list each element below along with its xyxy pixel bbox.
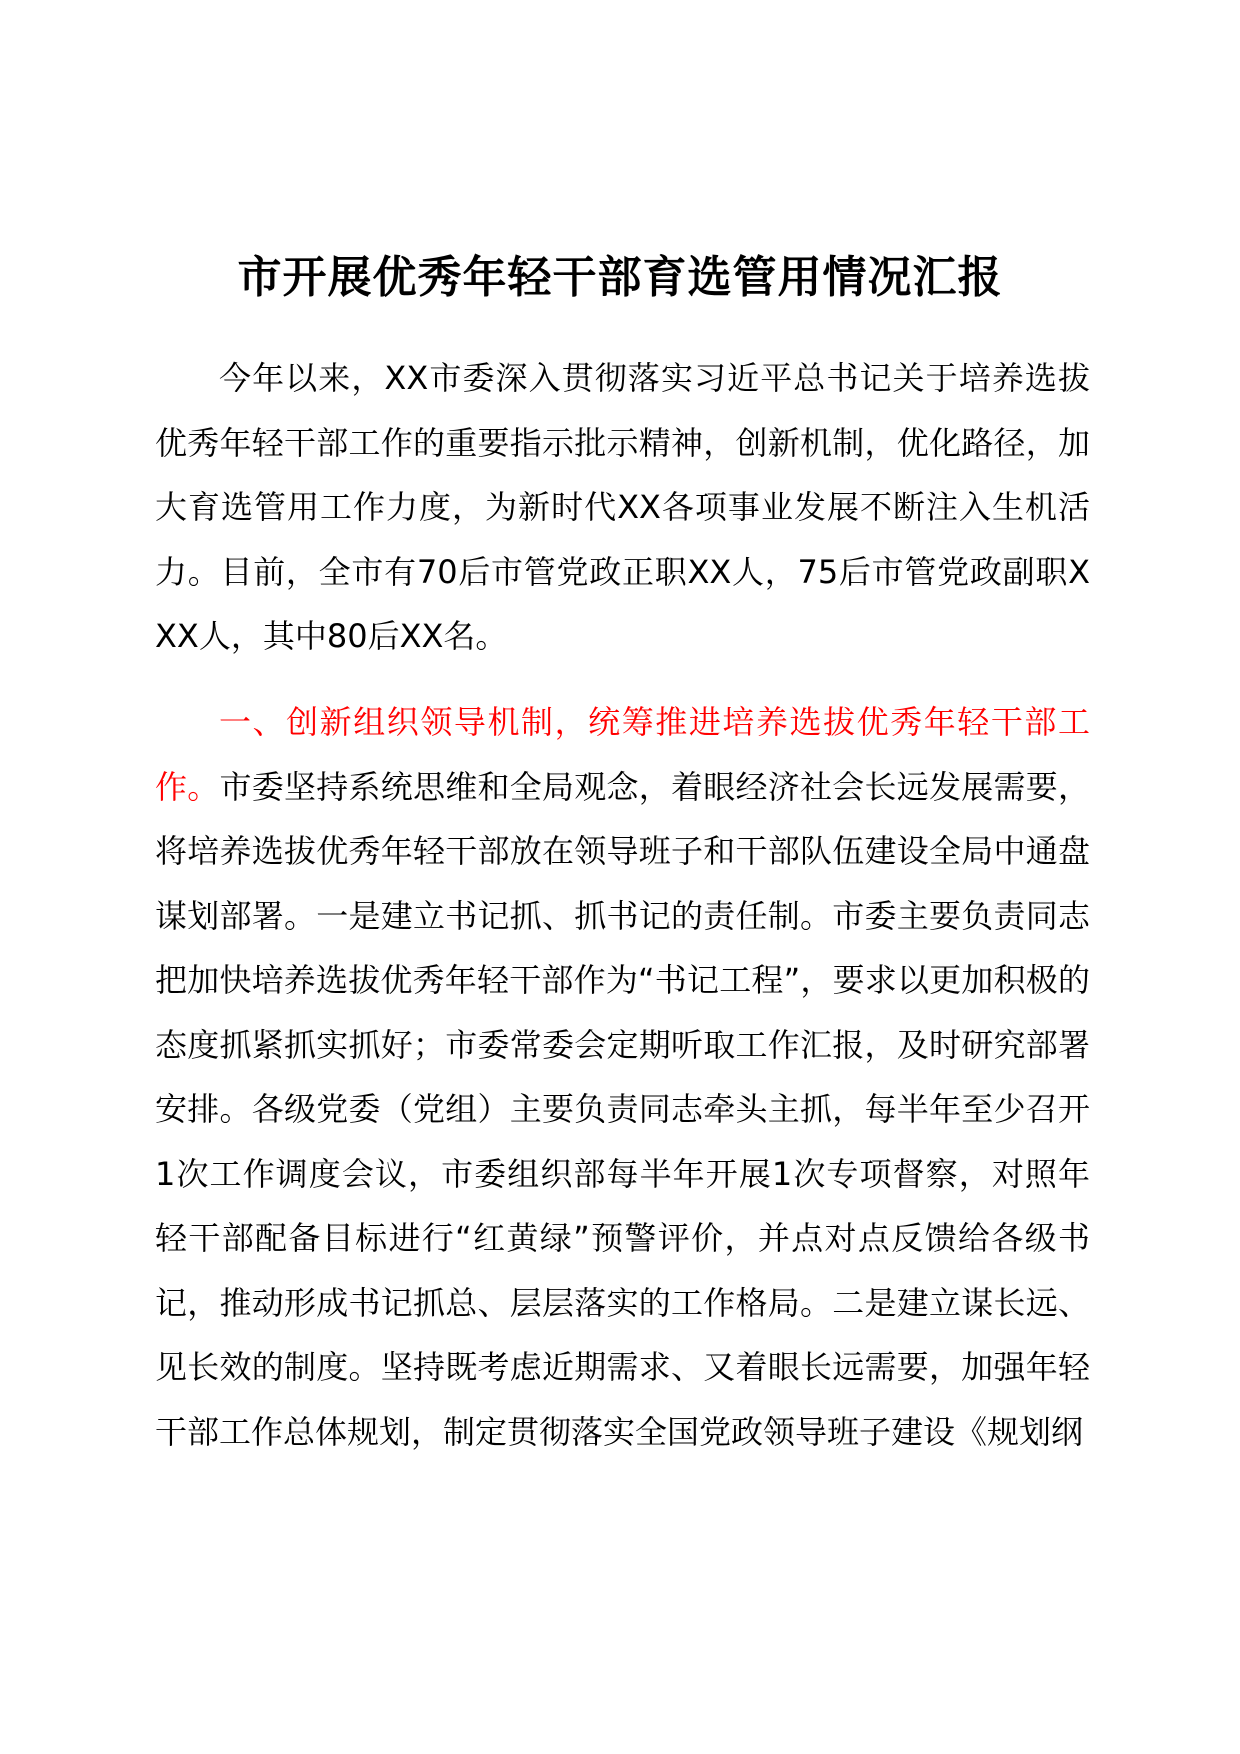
section-1-body: 市委坚持系统思维和全局观念，着眼经济社会长远发展需要，将培养选拔优秀年轻干部放在领导班子和干部队伍建设全局中通盘谋划部署。一是建立书记抓、抓书记的责任制。市委主要负责同志把加快培养选拔优秀年轻干部作为“书记工程”，要求以更加积极的态度抓紧抓实抓好；市委常委会定期听取工作汇报，及时研究部署安排。各级党委（党组）主要负责同志牵头主抓，每半年至少召开1次工作调度会议，市委组织部每半年开展1次专项督察，对照年轻干部配备目标进行“红黄绿”预警评价，并点对点反馈给各级书记，推动形成书记抓总、层层落实的工作格局。二是建立谋长远、见长效的制度。坚持既考虑近期需求、又着眼长远需要，加强年轻干部工作总体规划，制定贯彻落实全国党政领导班子建设《规划纲 — [155, 767, 1090, 1451]
intro-paragraph: 今年以来，XX市委深入贯彻落实习近平总书记关于培养选拔优秀年轻干部工作的重要指示批示精神，创新机制，优化路径，加大育选管用工作力度，为新时代XX各项事业发展不断注入生机活力。目前，全市有70后市管党政正职XX人，75后市管党政副职XXX人，其中80后XX名。 — [155, 359, 1090, 655]
document-title: 市开展优秀年轻干部育选管用情况汇报 — [237, 252, 1003, 303]
section-1-paragraph — [155, 690, 1090, 1464]
section-1-heading: 一、创新组织领导机制，统筹推进培养选拔优秀年轻干部工作。 — [155, 703, 1090, 806]
